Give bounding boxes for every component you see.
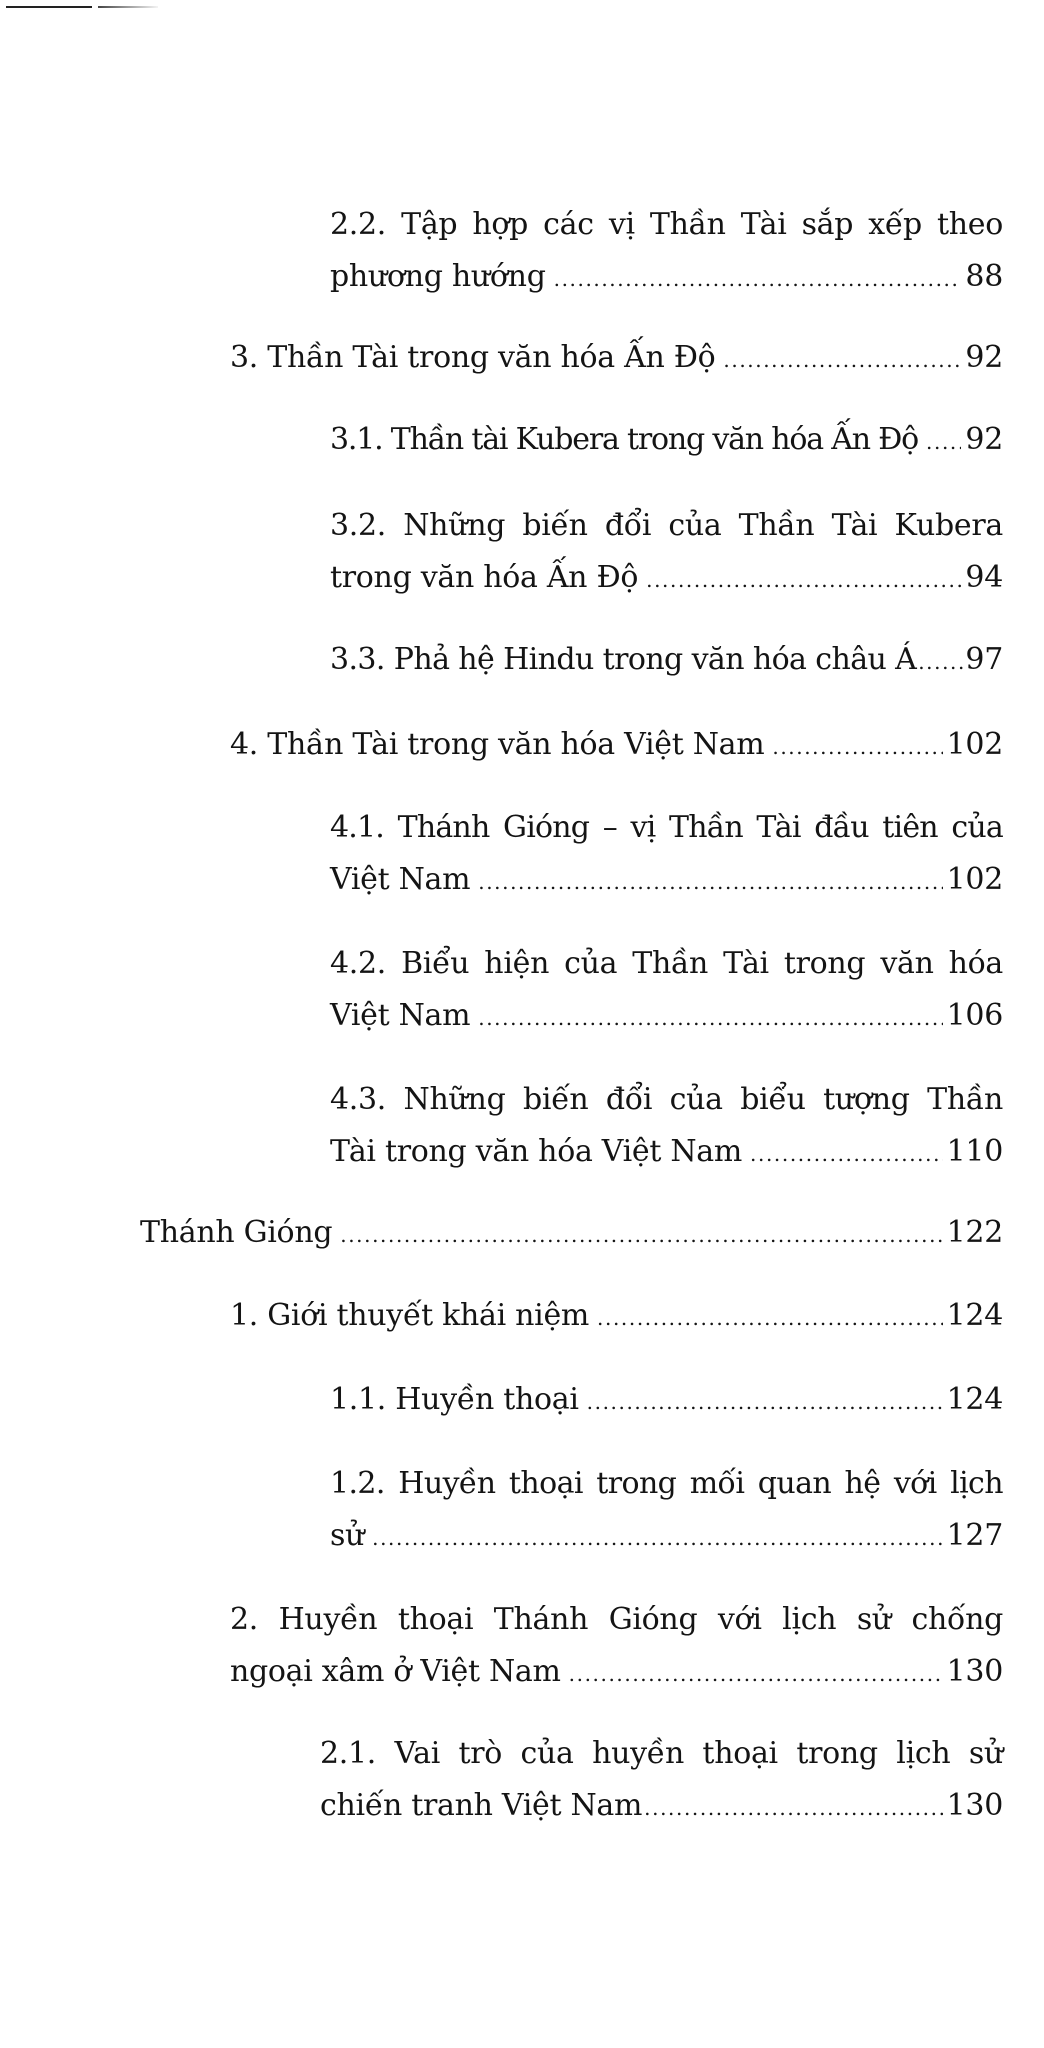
toc-page-number: 130 [946,1788,1003,1823]
toc-entry-title-line: 3.1. Thần tài Kubera trong văn hóa Ấn Độ [330,422,919,457]
toc-entry-2-2[interactable] [330,199,1003,303]
toc-page-number: 130 [946,1654,1003,1689]
toc-entry-leader-line [330,1510,1003,1562]
toc-entry-1-2[interactable] [330,1458,1003,1562]
toc-entry-title-line: phương hướng [330,259,546,294]
toc-entry-leader-line [230,332,1003,384]
dot-leader [646,554,961,606]
toc-entry-title-line: 1.1. Huyền thoại [330,1382,579,1417]
toc-entry-2[interactable] [230,1594,1003,1698]
toc-page-number: 102 [946,862,1003,897]
toc-entry-leader-line [330,634,1003,686]
toc-page-number: 92 [965,340,1003,375]
toc-entry-leader-line [140,1207,1003,1259]
toc-entry-title-line: 4. Thần Tài trong văn hóa Việt Nam [230,727,765,762]
toc-page-number: 94 [965,560,1003,595]
toc-entry-title-line: chiến tranh Việt Nam [320,1788,643,1823]
toc-entry-4-3[interactable] [330,1074,1003,1178]
toc-entry-title-line: 1. Giới thuyết khái niệm [230,1298,590,1333]
dot-leader [478,992,942,1044]
toc-entry-title-line: 3.3. Phả hệ Hindu trong văn hóa châu Á [330,642,917,677]
dot-leader [587,1376,943,1428]
dot-leader [750,1128,943,1180]
toc-entry-title-line: sử [330,1518,365,1553]
toc-entry-leader-line [330,854,1003,906]
toc-entry-title-line: 3.2. Những biến đổi của Thần Tài Kubera [330,508,1003,543]
toc-entry-title-line: 2.1. Vai trò của huyền thoại trong lịch sử [320,1736,1003,1771]
dot-leader [554,253,962,305]
toc-entry-title-line: Thánh Gióng [140,1215,333,1250]
toc-entry-leader-line [230,1290,1003,1342]
dot-leader [926,416,961,468]
toc-entry-4-2[interactable] [330,938,1003,1042]
toc-page-number: 124 [946,1382,1003,1417]
toc-entry-thanh-giong[interactable] [140,1207,1003,1259]
dot-leader [340,1209,942,1261]
toc-entry-title-line: Việt Nam [330,862,471,897]
toc-entry-2-1[interactable] [320,1728,1003,1832]
toc-entry-3[interactable] [230,332,1003,384]
toc-entry-title-line: trong văn hóa Ấn Độ [330,560,639,595]
toc-entry-3-3[interactable] [330,634,1003,686]
toc-entry-1-1[interactable] [330,1374,1003,1426]
toc-entry-title-line: 4.2. Biểu hiện của Thần Tài trong văn hóa [330,946,1003,981]
toc-entry-leader-line [330,990,1003,1042]
toc-entry-4[interactable] [230,719,1003,771]
toc-entry-title-line: Tài trong văn hóa Việt Nam [330,1134,743,1169]
toc-entry-leader-line [330,552,1003,604]
toc-entry-title-line: 3. Thần Tài trong văn hóa Ấn Độ [230,340,716,375]
toc-entry-title-line: 4.3. Những biến đổi của biểu tượng Thần [330,1082,1003,1117]
toc-page-number: 122 [946,1215,1003,1250]
toc-entry-leader-line [330,414,1003,466]
dot-leader [723,334,961,386]
toc-page-number: 102 [946,727,1003,762]
toc-entry-3-2[interactable] [330,500,1003,604]
toc-entry-leader-line [330,1374,1003,1426]
page-top-rule-fade [98,6,158,8]
toc-entry-1[interactable] [230,1290,1003,1342]
toc-entry-title-line: ngoại xâm ở Việt Nam [230,1654,561,1689]
dot-leader [569,1648,943,1700]
toc-page-number: 110 [946,1134,1003,1169]
toc-entry-leader-line [230,719,1003,771]
page-top-rule [6,6,92,8]
toc-entry-leader-line [320,1780,1003,1832]
toc-entry-leader-line [330,251,1003,303]
toc-page-number: 106 [946,998,1003,1033]
toc-page-number: 124 [946,1298,1003,1333]
toc-entry-3-1[interactable] [330,414,1003,466]
dot-leader [478,856,942,908]
toc-entry-title-line: 2. Huyền thoại Thánh Gióng với lịch sử chống [230,1602,1003,1637]
dot-leader [644,1782,942,1834]
toc-page-number: 97 [965,642,1003,677]
toc-entry-title-line: 4.1. Thánh Gióng – vị Thần Tài đầu tiên của [330,810,1003,845]
dot-leader [597,1292,943,1344]
toc-entry-leader-line [230,1646,1003,1698]
toc-entry-leader-line [330,1126,1003,1178]
dot-leader [372,1512,943,1564]
toc-page-number: 92 [965,422,1003,457]
dot-leader [918,636,963,688]
toc-entry-4-1[interactable] [330,802,1003,906]
toc-page-number: 88 [965,259,1003,294]
toc-entry-title-line: Việt Nam [330,998,471,1033]
toc-page-number: 127 [946,1518,1003,1553]
toc-entry-title-line: 2.2. Tập hợp các vị Thần Tài sắp xếp theo [330,207,1003,242]
dot-leader [772,721,942,773]
toc-entry-title-line: 1.2. Huyền thoại trong mối quan hệ với lịch [330,1466,1003,1501]
